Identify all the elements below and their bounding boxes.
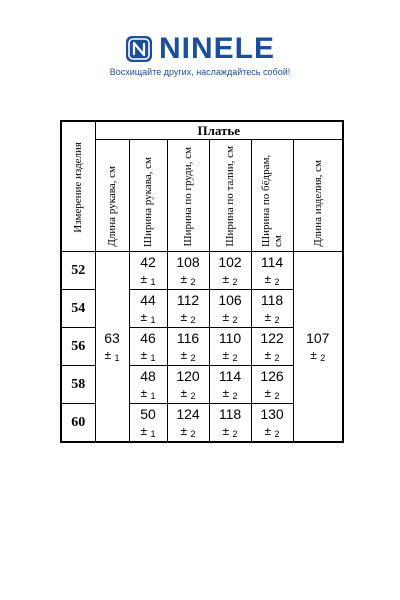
waist-cell — [209, 404, 251, 443]
column-header-label: Ширина по груди, см — [182, 147, 194, 247]
hips-cell — [251, 404, 293, 443]
sleeve-width-cell — [129, 290, 167, 328]
cell-value: 106 — [218, 291, 242, 308]
cell-tolerance: ± 1 — [140, 347, 156, 363]
cell-value: 124 — [176, 405, 200, 422]
column-header — [251, 140, 293, 252]
cell-value: 114 — [260, 253, 284, 270]
column-header — [209, 140, 251, 252]
cell-tolerance: ± 2 — [222, 309, 238, 325]
cell-tolerance: ± 2 — [264, 309, 280, 325]
hips-cell — [251, 290, 293, 328]
cell-tolerance: ± 2 — [180, 423, 196, 439]
column-header — [167, 140, 209, 252]
logo — [0, 34, 400, 64]
size-label: 60 — [61, 404, 95, 443]
size-label: 54 — [61, 290, 95, 328]
size-label: 52 — [61, 252, 95, 290]
hips-cell — [251, 328, 293, 366]
cell-value: 120 — [176, 367, 200, 384]
sleeve-width-cell — [129, 366, 167, 404]
column-header-label: Длина изделия, см — [311, 160, 324, 247]
column-header — [293, 140, 343, 252]
cell-value: 118 — [260, 291, 284, 308]
cell-tolerance: ± 1 — [140, 309, 156, 325]
cell-value: 46 — [140, 329, 156, 346]
cell-value: 102 — [218, 253, 242, 270]
chest-cell — [167, 328, 209, 366]
waist-cell — [209, 290, 251, 328]
cell-tolerance: ± 1 — [140, 423, 156, 439]
size-label: 56 — [61, 328, 95, 366]
cell-tolerance: ± 2 — [310, 347, 326, 363]
cell-tolerance: ± 2 — [222, 347, 238, 363]
cell-value: 42 — [140, 253, 156, 270]
cell-tolerance: ± 2 — [264, 423, 280, 439]
cell-value: 48 — [140, 367, 156, 384]
cell-value: 44 — [140, 291, 156, 308]
hips-cell — [251, 366, 293, 404]
cell-tolerance: ± 2 — [264, 385, 280, 401]
waist-cell — [209, 252, 251, 290]
column-header-label: Длина рукава, см — [106, 166, 118, 247]
cell-tolerance: ± 2 — [264, 271, 280, 287]
sleeve-width-cell — [129, 404, 167, 443]
cell-value: 107 — [306, 329, 330, 346]
cell-value: 114 — [218, 367, 242, 384]
row-header-label: Измерение изделия — [72, 141, 85, 233]
cell-tolerance: ± 1 — [140, 385, 156, 401]
waist-cell — [209, 366, 251, 404]
cell-tolerance: ± 2 — [180, 347, 196, 363]
column-header — [129, 140, 167, 252]
cell-tolerance: ± 2 — [222, 423, 238, 439]
cell-tolerance: ± 2 — [222, 385, 238, 401]
chest-cell — [167, 252, 209, 290]
size-chart-table — [60, 120, 344, 443]
brand-tagline: Восхищайте других, наслаждайтесь собой! — [109, 67, 291, 77]
brand-header — [0, 34, 400, 77]
brand-name: NINELE — [158, 32, 275, 65]
cell-tolerance: ± 2 — [180, 385, 196, 401]
cell-value: 63 — [104, 329, 120, 346]
cell-value: 122 — [260, 329, 284, 346]
group-title: Платье — [95, 121, 343, 140]
item-length-cell — [293, 252, 343, 443]
cell-value: 112 — [176, 291, 200, 308]
cell-tolerance: ± 2 — [180, 309, 196, 325]
cell-tolerance: ± 1 — [140, 271, 156, 287]
size-label: 58 — [61, 366, 95, 404]
cell-value: 126 — [260, 367, 284, 384]
cell-value: 108 — [176, 253, 200, 270]
cell-tolerance: ± 1 — [104, 347, 120, 363]
sleeve-width-cell — [129, 252, 167, 290]
cell-value: 130 — [260, 405, 284, 422]
row-header-cell — [61, 121, 95, 252]
column-header-label: Ширина по талии, см — [224, 146, 236, 247]
cell-tolerance: ± 2 — [222, 271, 238, 287]
table-row — [61, 252, 343, 290]
chest-cell — [167, 366, 209, 404]
cell-value: 50 — [140, 405, 156, 422]
cell-tolerance: ± 2 — [180, 271, 196, 287]
cell-value: 116 — [176, 329, 200, 346]
sleeve-length-cell — [95, 252, 129, 443]
sleeve-width-cell — [129, 328, 167, 366]
chest-cell — [167, 404, 209, 443]
cell-tolerance: ± 2 — [264, 347, 280, 363]
hips-cell — [251, 252, 293, 290]
cell-value: 118 — [218, 405, 242, 422]
ninele-logo-icon — [125, 35, 153, 63]
waist-cell — [209, 328, 251, 366]
cell-value: 110 — [218, 329, 242, 346]
chest-cell — [167, 290, 209, 328]
column-header-label: Ширина по бёдрам, см — [260, 154, 284, 247]
column-header-label: Ширина рукава, см — [142, 156, 154, 247]
column-header — [95, 140, 129, 252]
